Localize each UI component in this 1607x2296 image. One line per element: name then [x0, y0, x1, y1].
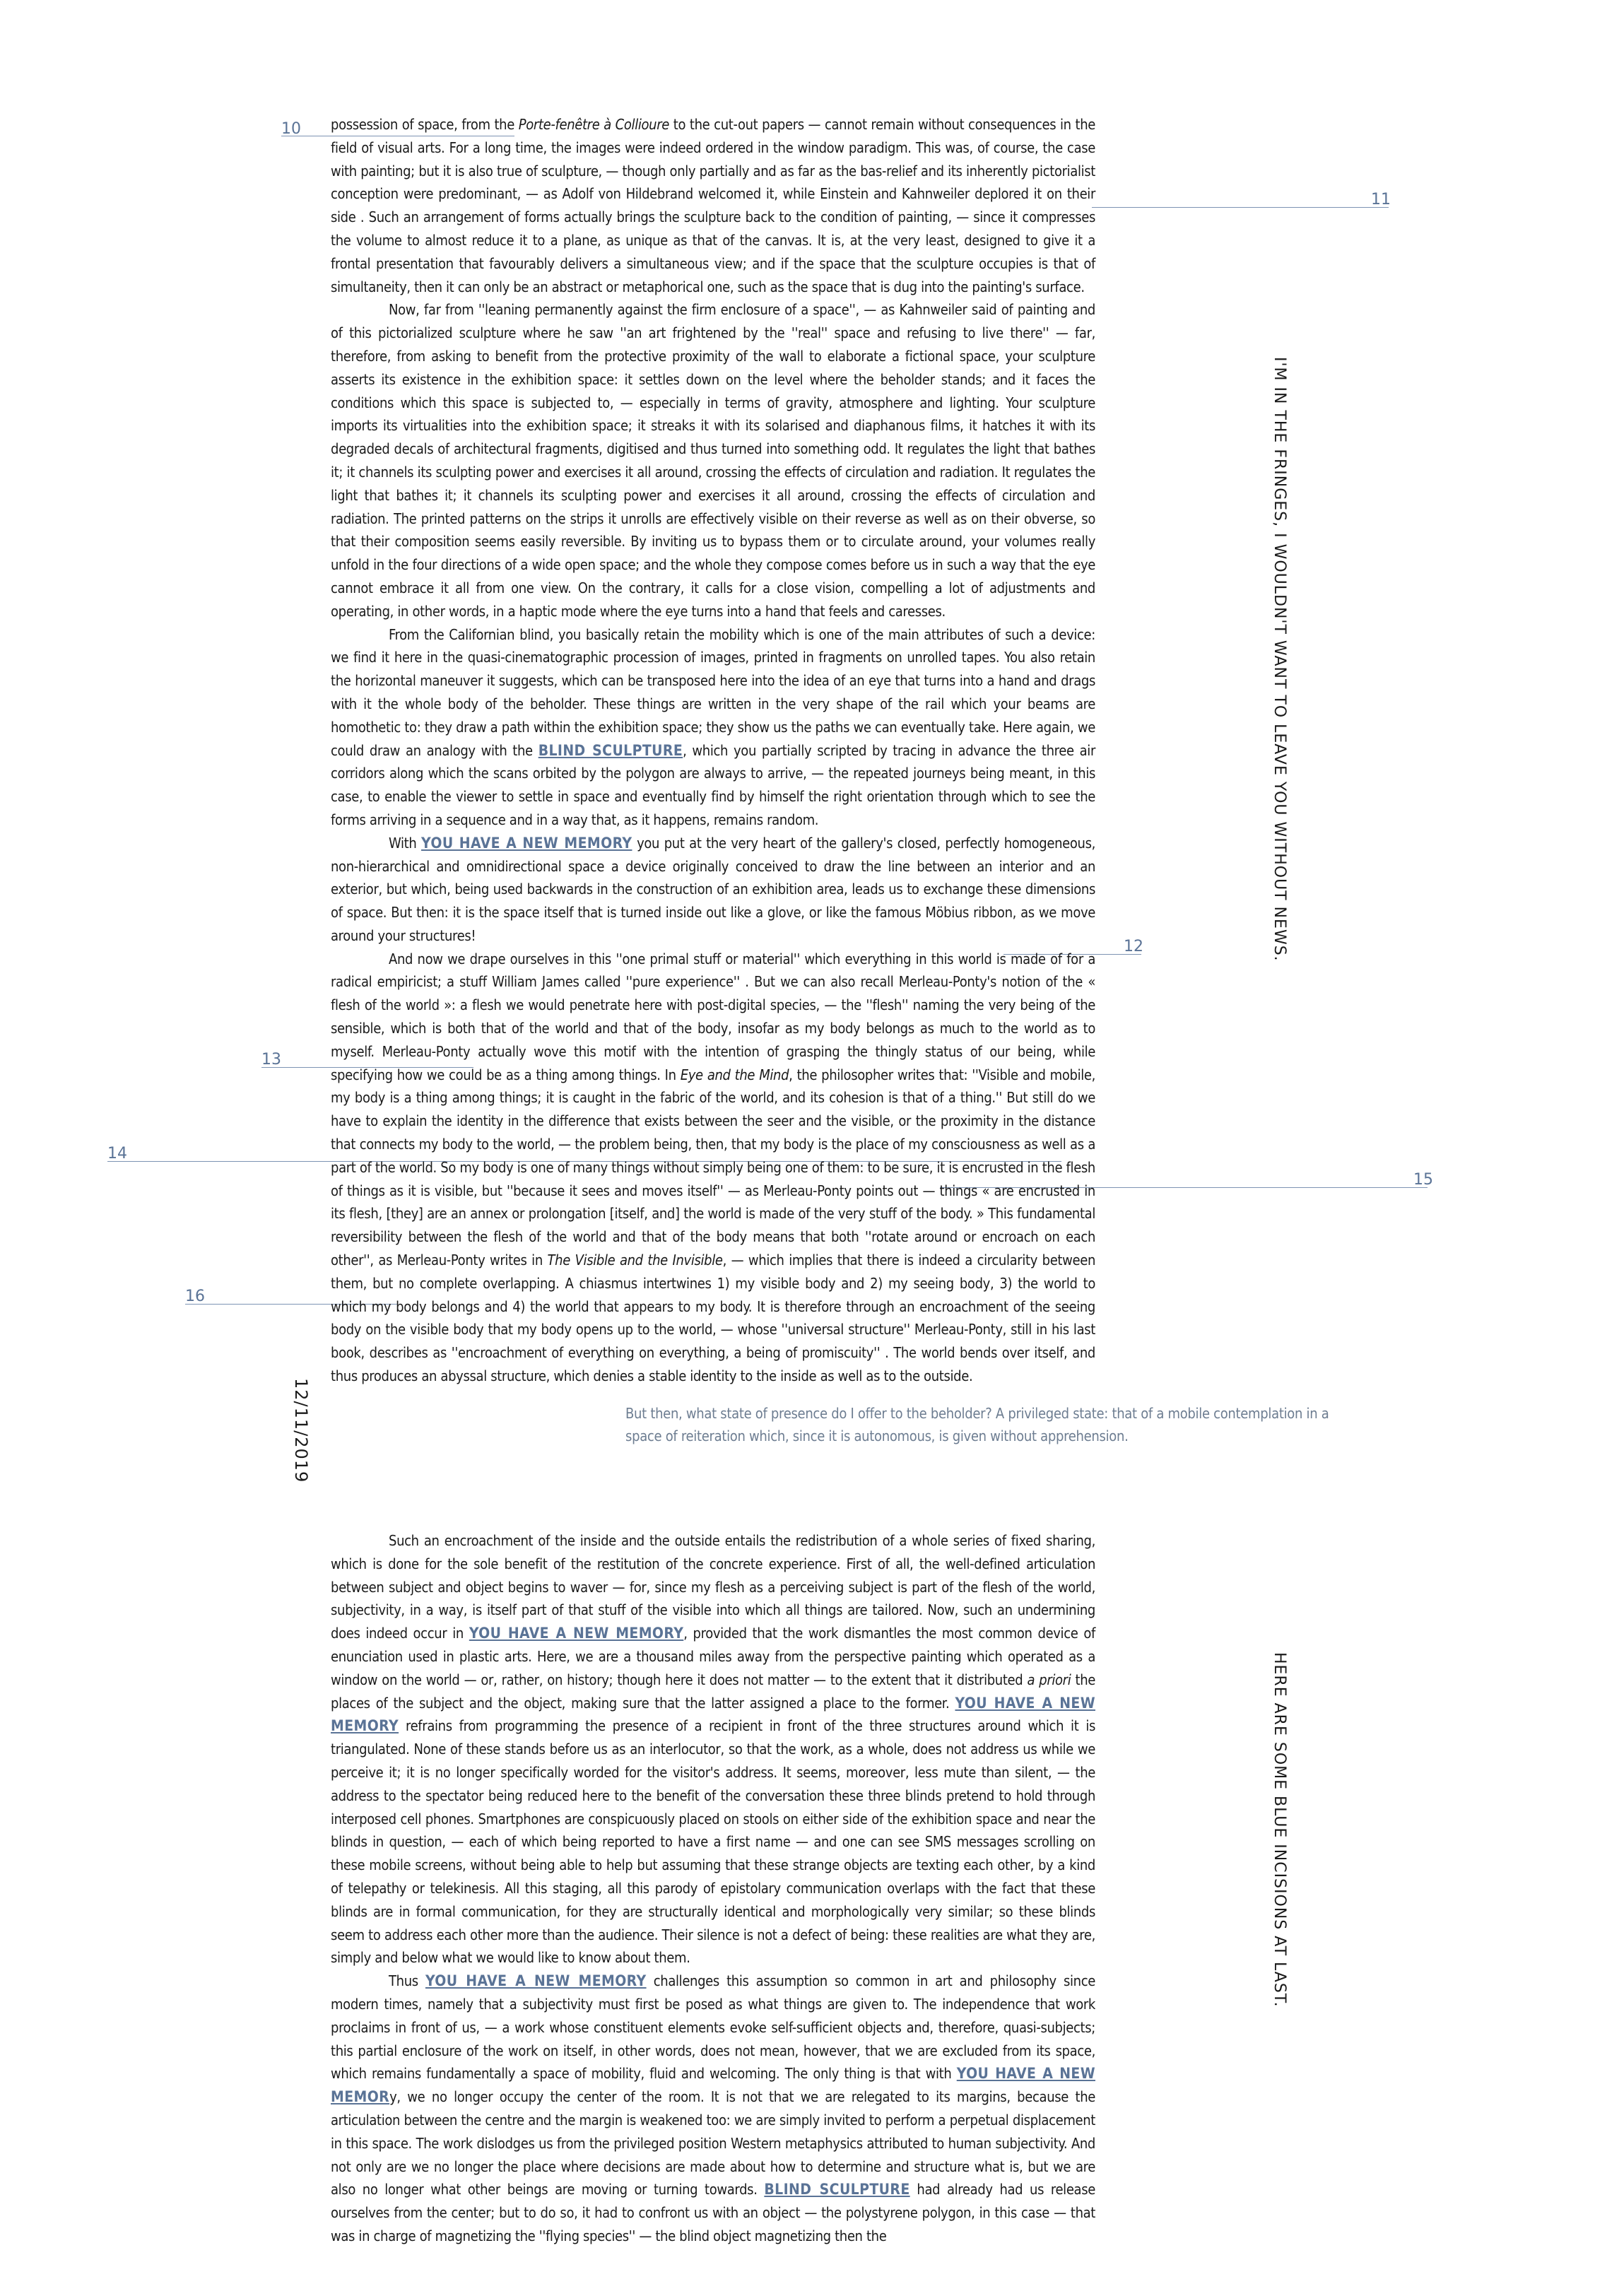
side-date: 12/11/2019 — [291, 1378, 311, 1483]
paragraph: From the Californian blind, you basically retain the mobility which is one of the main attributes of such a device: we find it here in the quasi-cinematographic procession of images, printed in fragments on unrolled tapes. You also retain the horizontal maneuver it suggests, which can be transposed here into the idea of an eye that turns into a hand and drags with it the whole body of the beholder. These things are written in the very shape of the rail which your beams are homothetic to: they draw a path within the exhibition space; they show us the paths we can eventually take. Here again, we could draw an analogy with the BLIND SCULPTURE, which you partially scripted by tracing in advance the three air corridors along which the scans orbited by the polygon are always to arrive, — the repeated journeys being meant, in this case, to enable the viewer to settle in space and eventually find by himself the right orientation through which to see the forms arriving in a sequence and in a way that, as it happens, remains random. — [331, 625, 1095, 828]
paragraph: With YOU HAVE A NEW MEMORY you put at the very heart of the gallery's closed, perfectly homogeneous, non-hierarchical and omnidirectional space a device originally conceived to draw the line between an interior and an exterior, but which, being used backwards in the construction of an exhibition area, leads us to exchange these dimensions of space. But then: it is the space itself that is turned inside out like a glove, or like the famous Möbius ribbon, as we move around your structures! — [331, 834, 1095, 944]
text-block-bottom — [331, 1529, 1095, 2248]
you-have-a-new-memory-link[interactable]: YOU HAVE A NEW MEMORY — [425, 1972, 647, 1990]
you-have-a-new-memory-link[interactable]: YOU HAVE A NEW MEMORY — [421, 834, 632, 852]
paragraph: Such an encroachment of the inside and the outside entails the redistribution of a whole series of fixed sharing, which is done for the sole benefit of the restitution of the concrete experience. First of all, the well-defined articulation between subject and object begins to waver — for, since my flesh as a perceiving subject is part of the flesh of the world, subjectivity, in a way, is itself part of that stuff of the visible into which all things are tailored. Now, such an undermining does indeed occur in YOU HAVE A NEW MEMORY, provided that the work dismantles the most common device of enunciation used in plastic arts. Here, we are a thousand miles away from the perspective painting which operated as a window on the world — or, rather, on history; though here it does not matter — to the extent that it distributed a priori the places of the subject and the object, making sure that the latter assigned a place to the former. YOU HAVE A NEW MEMORY refrains from programming the presence of a recipient in front of the three structures around which it is triangulated. None of these stands before us as an interlocutor, so that the work, as a whole, does not address us while we perceive it; it is no longer specifically worded for the visitor's address. It seems, moreover, less mute than silent, — the address to the spectator being reduced here to the benefit of the conversation these three blinds pretend to hold through interposed cell phones. Smartphones are conspicuously placed on stools on either side of the exhibition space and near the blinds in question, — each of which being reported to have a first name — and one can see SMS messages scrolling on these mobile screens, without being able to help but assuming that these strange objects are texting each other, by a kind of telepathy or telekinesis. All this staging, all this parody of epistolary communication overlaps with the fact that these blinds are in formal communication, for they are structurally identical and morphologically very similar; so these blinds seem to address each other more than the audience. Their silence is not a defect of being: these realities are what they are, simply and below what we would like to know about them. — [331, 1532, 1095, 1967]
blind-sculpture-link[interactable]: BLIND SCULPTURE — [764, 2181, 910, 2198]
you-have-a-new-memory-link[interactable]: YOU HAVE A NEW MEMORY — [331, 1694, 1095, 1735]
margin-note-16: 16 — [185, 1288, 205, 1305]
you-have-a-new-memory-link[interactable]: YOU HAVE A NEW MEMORY — [469, 1625, 684, 1642]
paragraph: Now, far from ''leaning permanently against the firm enclosure of a space'', — as Kahnweiler said of painting and of this pictorialized sculpture where he saw ''an art frightened by the ''real'' space and refusing to live there'' — far, therefore, from asking to benefit from the protective proximity of the wall to elaborate a fictional space, your sculpture asserts its existence in the exhibition space: it settles down on the level where the beholder stands; and it faces the conditions which this space is subjected to, — especially in terms of gravity, atmosphere and lighting. Your sculpture imports its virtualities into the exhibition space; it streaks it with its solarised and diaphanous films, it hatches it with its degraded decals of architectural fragments, digitised and thus turned into something odd. It regulates the light that bathes it; it channels its sculpting power and exercises it all around, crossing the effects of circulation and radiation. It regulates the light that bathes it; it channels its sculpting power and exercises it all around, crossing the effects of circulation and radiation. The printed patterns on the strips it unrolls are effectively visible on their reverse as well as on their obverse, so that their composition seems easily reversible. By inviting us to bypass them or to circulate around, your volumes really unfold in the four directions of a wide open space; and the whole they compose comes before us in such a way that the eye cannot embrace it all from one view. On the contrary, it calls for a close vision, compelling a lot of adjustments and operating, in other words, in a haptic mode where the eye turns into a hand that feels and caresses. — [331, 301, 1095, 620]
margin-note-11: 11 — [1371, 191, 1391, 208]
blind-sculpture-link[interactable]: BLIND SCULPTURE — [538, 741, 683, 759]
text-block-top — [331, 113, 1095, 1388]
margin-note-15: 15 — [1413, 1171, 1433, 1189]
margin-note-10: 10 — [281, 120, 301, 138]
side-note-fringes: I'M IN THE FRINGES, I WOULDN'T WANT TO LEAVE YOU WITHOUT NEWS. — [1271, 357, 1288, 962]
side-note-blue-incisions: HERE ARE SOME BLUE INCISIONS AT LAST. — [1271, 1652, 1288, 2008]
you-have-a-new-memory-link[interactable]: YOU HAVE A NEW MEMOR — [331, 2065, 1095, 2106]
paragraph: Thus YOU HAVE A NEW MEMORY challenges this assumption so common in art and philosophy since modern times, namely that a subjectivity must first be posed as what things are given to. The independence that work proclaims in front of us, — a work whose constituent elements evoke self-sufficient objects and, therefore, quasi-subjects; this partial enclosure of the work on itself, in other words, does not mean, however, that we are excluded from its space, which remains fundamentally a space of mobility, fluid and welcoming. The only thing is that with YOU HAVE A NEW MEMORy, we no longer occupy the center of the room. It is not that we are relegated to its margins, because the articulation between the centre and the margin is weakened too: we are simply invited to perform a perpetual displacement in this space. The work dislodges us from the privileged position Western metaphysics attributed to human subjectivity. And not only are we no longer the place where decisions are made about how to determine and structure what is, but we are also no longer what other beings are moving or turning towards. BLIND SCULPTURE had already had us release ourselves from the center; but to do so, it had to confront us with an object — the polystyrene polygon, in this case — that was in charge of magnetizing the ''flying species'' — the blind object magnetizing then the — [331, 1972, 1096, 2244]
paragraph: And now we drape ourselves in this ''one primal stuff or material'' which everything in this world is made of for a radical empiricist; a stuff William James called ''pure experience'' . But we can also recall Merleau-Ponty's notion of the « flesh of the world »: a flesh we would penetrate here with post-digital species, — the ''flesh'' naming the very being of the sensible, which is both that of the world and that of the body, insofar as my body belongs as much to the world as to myself. Merleau-Ponty actually wove this motif with the intention of grasping the thingly status of our being, while specifying how we could be as a thing among things. In Eye and the Mind, the philosopher writes that: ''Visible and mobile, my body is a thing among things; it is caught in the fabric of the world, and its cohesion is that of a thing.'' But still do we have to explain the identity in the difference that exists between the seer and the visible, or the proximity in the distance that connects my body to the world, — the problem being, then, that my body is the place of my consciousness as well as a part of the world. So my body is one of many things without simply being one of them: to be sure, it is encrusted in the flesh of things as it is visible, but ''because it sees and moves itself'' — as Merleau-Ponty points out — things « are encrusted in its flesh, [they] are an annex or prolongation [itself, and] the world is made of the very stuff of the body. » This fundamental reversibility between the flesh of the world and that of the body means that both ''rotate around or encroach on each other'', as Merleau-Ponty writes in The Visible and the Invisible, — which implies that there is indeed a circularity between them, but no complete overlapping. A chiasmus intertwines 1) my visible body and 2) my seeing body, 3) the world to which my body belongs and 4) the world that appears to my body. It is therefore through an encroachment of the seeing body on the visible body that my body opens up to the world, — whose ''universal structure'' Merleau-Ponty, still in his last book, describes as ''encroachment of everything on everything, a being of promiscuity'' . The world bends over itself, and thus produces an abyssal structure, which denies a stable identity to the inside as well as to the outside. — [331, 950, 1096, 1385]
margin-note-12: 12 — [1124, 938, 1143, 955]
margin-note-13: 13 — [261, 1051, 281, 1068]
margin-rule-11 — [1092, 207, 1389, 208]
paragraph: possession of space, from the Porte-fenêtre à Collioure to the cut-out papers — cannot remain without consequences in the field of visual arts. For a long time, the images were indeed ordered in the window paradigm. This was, of course, the case with painting; but it is also true of sculpture, — though only partially and as far as the bas-relief and its inherently pictorialist conception were predominant, — as Adolf von Hildebrand welcomed it, while Einstein and Kahnweiler deplored it on their side . Such an arrangement of forms actually brings the sculpture back to the condition of painting, — since it compresses the volume to almost reduce it to a plane, as unique as that of the canvas. It is, at the very least, designed to give it a frontal presentation that favourably delivers a simultaneous view; and if the space that the sculpture occupies is that of simultaneity, then it can only be an abstract or metaphorical one, such as the space that is dug into the painting's surface. — [331, 116, 1095, 295]
pull-quote: But then, what state of presence do I offer to the beholder? A privileged state: that of a mobile contemplation in a space of reiteration which, since it is autonomous, is given without apprehension. — [625, 1405, 1329, 1444]
margin-note-14: 14 — [107, 1145, 127, 1162]
